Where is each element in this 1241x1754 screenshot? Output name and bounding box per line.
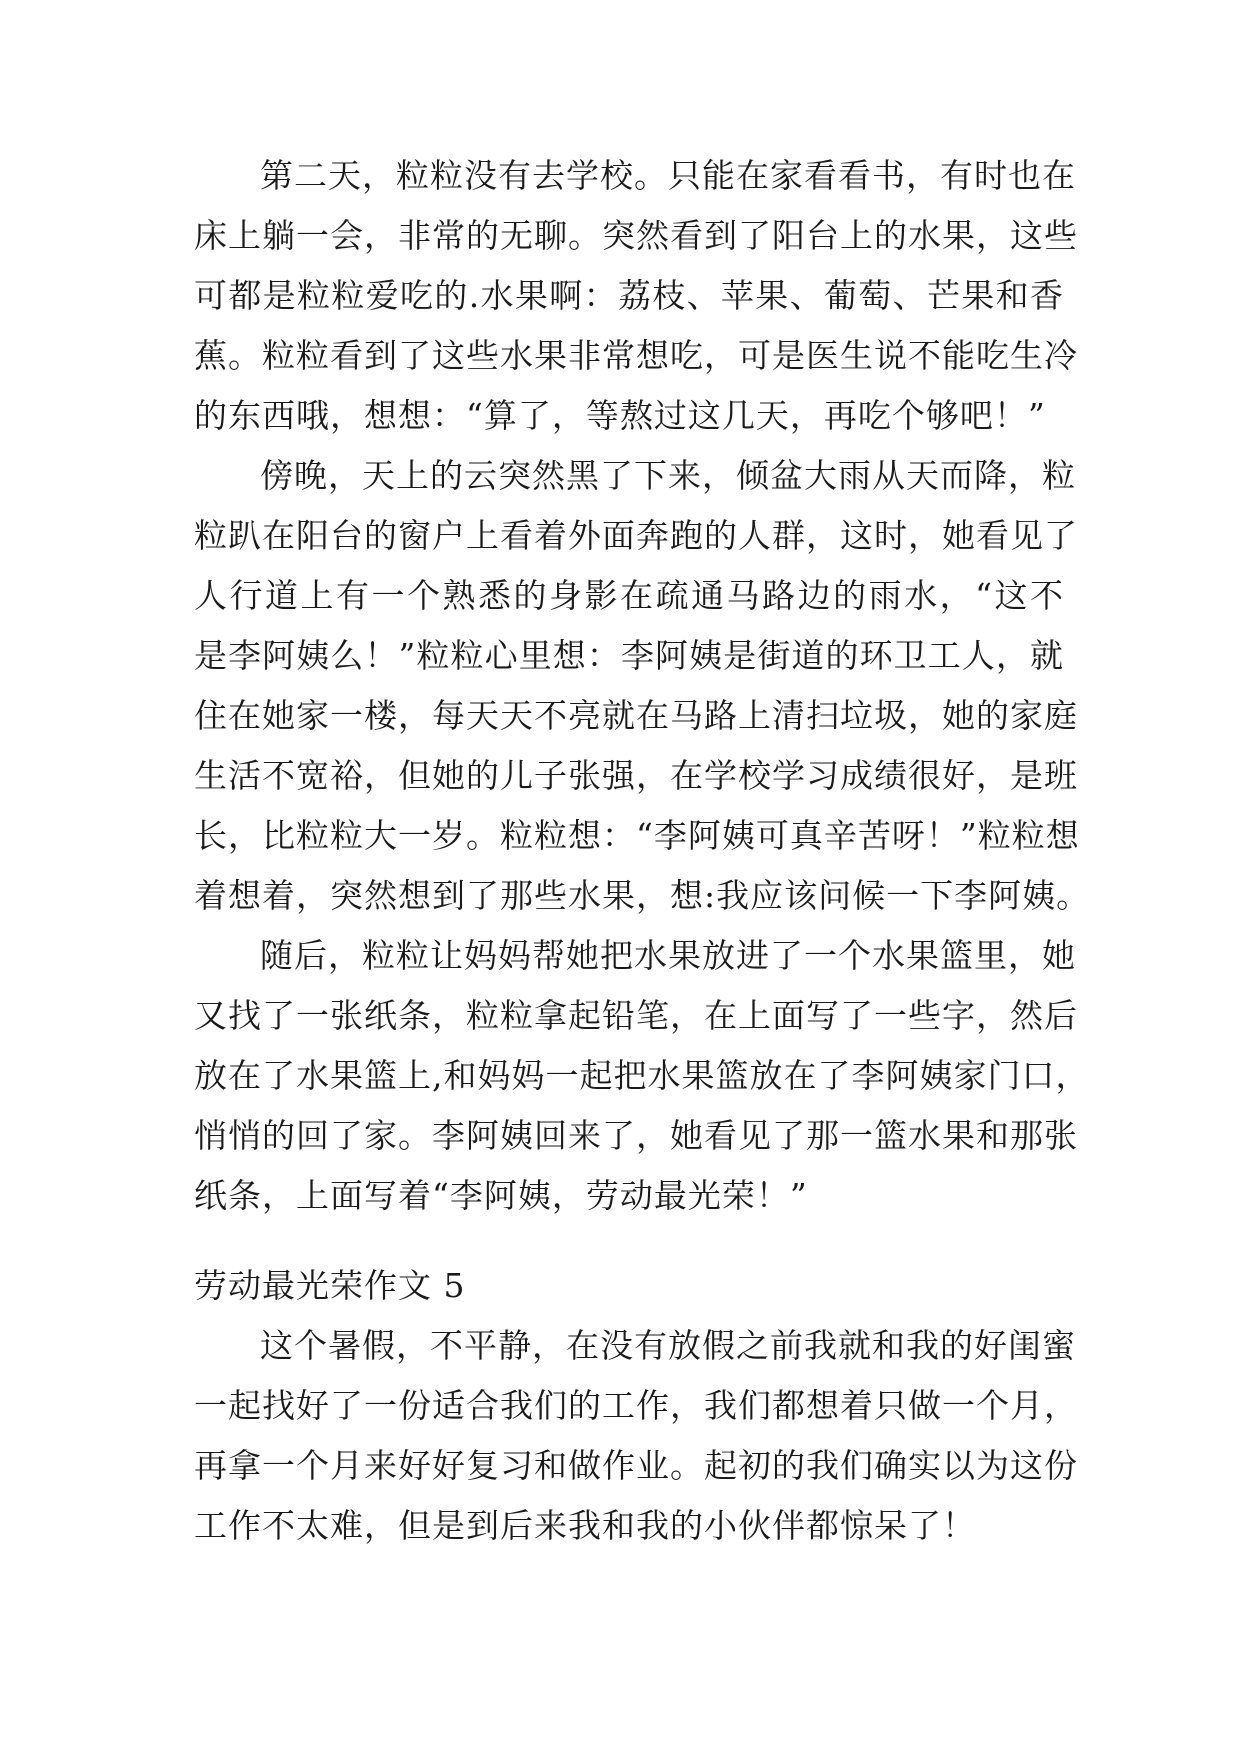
paragraph-line: 长，比粒粒大一岁。粒粒想：“李阿姨可真辛苦呀！”粒粒想 <box>194 816 1080 855</box>
paragraph-line: 住在她家一楼，每天天不亮就在马路上清扫垃圾，她的家庭 <box>194 696 1078 735</box>
paragraph-line: 纸条，上面写着“李阿姨，劳动最光荣！” <box>194 1176 808 1215</box>
paragraph-line: 生活不宽裕，但她的儿子张强，在学校学习成绩很好，是班 <box>194 756 1078 795</box>
paragraph-line: 蕉。粒粒看到了这些水果非常想吃，可是医生说不能吃生冷 <box>194 336 1078 375</box>
paragraph-line: 又找了一张纸条，粒粒拿起铅笔，在上面写了一些字，然后 <box>194 996 1078 1035</box>
paragraph-line: 傍晚，天上的云突然黑了下来，倾盆大雨从天而降，粒 <box>260 456 1076 495</box>
paragraph-line: 第二天，粒粒没有去学校。只能在家看看书，有时也在 <box>260 156 1076 195</box>
paragraph-line: 着想着，突然想到了那些水果，想:我应该问候一下李阿姨。 <box>194 876 1091 915</box>
paragraph-line: 人行道上有一个熟悉的身影在疏通马路边的雨水，“这不 <box>194 576 1064 615</box>
paragraph-line: 粒趴在阳台的窗户上看着外面奔跑的人群，这时，她看见了 <box>194 516 1078 555</box>
paragraph-line: 床上躺一会，非常的无聊。突然看到了阳台上的水果，这些 <box>194 216 1078 255</box>
paragraph-line: 可都是粒粒爱吃的.水果啊：荔枝、苹果、葡萄、芒果和香 <box>194 276 1064 315</box>
section-title: 劳动最光荣作文 5 <box>194 1266 466 1305</box>
paragraph-line: 悄悄的回了家。李阿姨回来了，她看见了那一篮水果和那张 <box>194 1116 1078 1155</box>
paragraph-line: 这个暑假，不平静，在没有放假之前我就和我的好闺蜜 <box>260 1326 1076 1365</box>
paragraph-line: 再拿一个月来好好复习和做作业。起初的我们确实以为这份 <box>194 1446 1078 1485</box>
paragraph-line: 随后，粒粒让妈妈帮她把水果放进了一个水果篮里，她 <box>260 936 1076 975</box>
paragraph-line: 工作不太难，但是到后来我和我的小伙伴都惊呆了！ <box>194 1506 976 1545</box>
paragraph-line: 放在了水果篮上,和妈妈一起把水果篮放在了李阿姨家门口， <box>194 1056 1090 1095</box>
paragraph-line: 一起找好了一份适合我们的工作，我们都想着只做一个月， <box>194 1386 1078 1425</box>
paragraph-line: 是李阿姨么！”粒粒心里想：李阿姨是街道的环卫工人，就 <box>194 636 1064 675</box>
paragraph-line: 的东西哦，想想：“算了，等熬过这几天，再吃个够吧！” <box>194 396 1046 435</box>
